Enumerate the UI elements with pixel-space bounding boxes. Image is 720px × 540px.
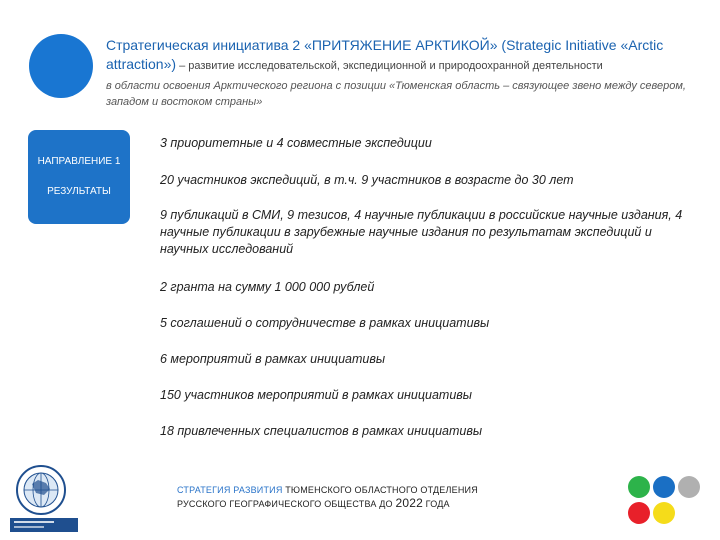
accent-circle [29,34,93,98]
footer-year-suffix: ГОДА [422,499,450,509]
initiative-title-text: Стратегическая инициатива 2 «ПРИТЯЖЕНИЕ АРКТИКОЙ» (Strategic Initiative «Arctic attraction») [106,37,664,72]
list-item: 18 привлеченных специалистов в рамках инициативы [160,424,483,438]
blue-dot-icon [653,476,675,498]
footer-org-line1: ТЮМЕНСКОГО ОБЛАСТНОГО ОТДЕЛЕНИЯ [282,485,478,495]
direction-box [28,130,130,224]
direction-label: НАПРАВЛЕНИЕ 1 [37,156,121,167]
list-item: 3 приоритетные и 4 совместные экспедиции [160,136,432,150]
footer-org-line2: РУССКОГО ГЕОГРАФИЧЕСКОГО ОБЩЕСТВА ДО [177,499,396,509]
list-item: 2 гранта на сумму 1 000 000 рублей [160,280,375,294]
list-item: 20 участников экспедиций, в т.ч. 9 участников в возрасте до 30 лет [160,173,574,187]
gray-dot-icon [678,476,700,498]
rgo-emblem-logo [8,462,78,534]
initiative-title-suffix: – развитие исследовательской, экспедиционной и природоохранной деятельности [176,60,603,72]
list-item: 6 мероприятий в рамках инициативы [160,352,386,366]
green-dot-icon [628,476,650,498]
slide-header [106,36,686,110]
footer-year: 2022 [395,496,423,510]
footer-text [177,484,537,511]
list-item: 150 участников мероприятий в рамках инициативы [160,388,472,402]
red-dot-icon [628,502,650,524]
initiative-subtitle: в области освоения Арктического региона с позиции «Тюменская область – связующее звено между севером, западом и востоком страны» [106,80,686,108]
initiative-title [106,36,686,76]
footer-strategy: СТРАТЕГИЯ РАЗВИТИЯ [177,485,283,495]
list-item: 9 публикаций в СМИ, 9 тезисов, 4 научные публикации в российские научные издания, 4 научные публикации в зарубежные научные издания по результатам экспедиций и научных исследований [160,208,683,256]
results-label: РЕЗУЛЬТАТЫ [47,186,111,197]
color-dots-logo [626,474,702,534]
yellow-dot-icon [653,502,675,524]
list-item: 5 соглашений о сотрудничестве в рамках инициативы [160,316,490,330]
